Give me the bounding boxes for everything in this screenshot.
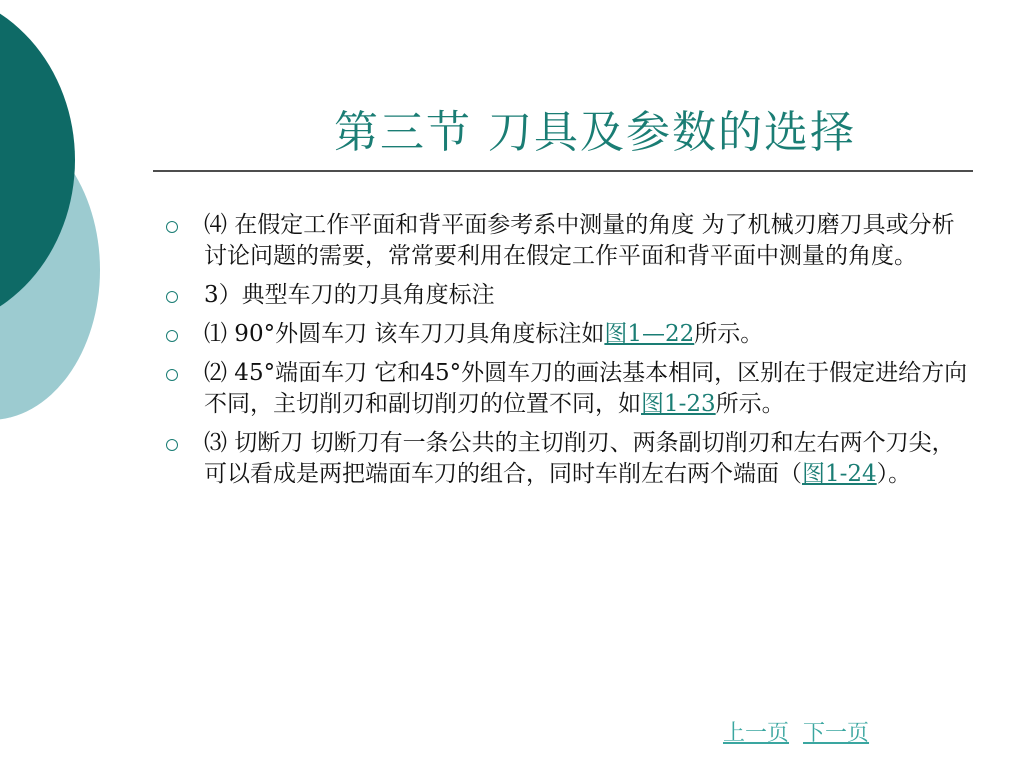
bullet-list [162,210,972,498]
item-text: ⑴ 90°外圆车刀 该车刀刀具角度标注如 [204,321,605,347]
circle-bullet-icon [166,330,178,342]
figure-link-1-22[interactable]: 图1—22 [604,321,695,347]
circle-bullet-icon [166,369,178,381]
item-text: ⑷ 在假定工作平面和背平面参考系中测量的角度 为了机械刃磨刀具或分析讨论问题的需要，常常要利用在假定工作平面和背平面中测量的角度。 [204,212,955,269]
item-text: ⑶ 切断刀 切断刀有一条公共的主切削刃、两条副切削刃和左右两个刀尖，可以看成是两把端面车刀的组合，同时车削左右两个端面（ [204,430,955,487]
list-item [162,210,972,272]
item-text-suffix: 所示。 [715,391,785,417]
list-item [162,319,972,350]
item-text: 3）典型车刀的刀具角度标注 [204,282,495,308]
list-item [162,280,972,311]
list-item [162,428,972,490]
page-navigation [723,716,883,747]
prev-page-link[interactable]: 上一页 [723,721,790,746]
figure-link-1-23[interactable]: 图1-23 [641,391,716,417]
circle-bullet-icon [166,221,178,233]
item-text-suffix: 所示。 [694,321,764,347]
next-page-link[interactable]: 下一页 [803,721,870,746]
item-text-suffix: ）。 [876,461,912,487]
item-text: ⑵ 45°端面车刀 它和45°外圆车刀的画法基本相同，区别在于假定进给方向不同，主切削刃和副切削刃的位置不同，如 [204,360,968,417]
circle-bullet-icon [166,291,178,303]
circle-bullet-icon [166,439,178,451]
slide-title: 第三节 刀具及参数的选择 [334,107,856,158]
figure-link-1-24[interactable]: 图1-24 [802,461,877,487]
list-item [162,358,972,420]
title-divider [153,170,973,172]
